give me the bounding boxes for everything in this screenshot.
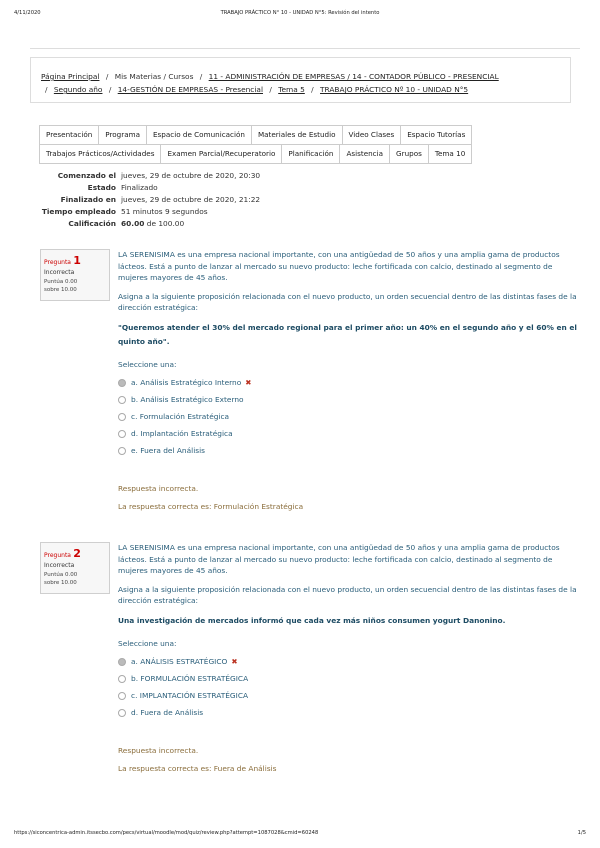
- breadcrumb-topic-link[interactable]: Tema 5: [278, 85, 305, 94]
- radio-icon[interactable]: [118, 692, 126, 700]
- answer-option[interactable]: a. Análisis Estratégico Interno ✖: [118, 374, 580, 391]
- radio-icon[interactable]: [118, 379, 126, 387]
- tab-programa[interactable]: Programa: [98, 125, 147, 145]
- tab-materiales[interactable]: Materiales de Estudio: [251, 125, 343, 145]
- question-mark: Puntúa 0.00 sobre 10.00: [44, 572, 78, 586]
- print-title: TRABAJO PRÁCTICO N° 10 - UNIDAD N°5: Revisión del intento: [220, 10, 380, 16]
- state-value: Finalizado: [121, 183, 158, 192]
- feedback-result: Respuesta incorrecta.: [118, 484, 199, 493]
- answer-option[interactable]: c. Formulación Estratégica: [118, 408, 580, 425]
- finished-value: jueves, 29 de octubre de 2020, 21:22: [121, 195, 261, 204]
- attempt-summary: [40, 170, 340, 230]
- answer-option[interactable]: d. Fuera de Análisis: [118, 704, 580, 721]
- radio-icon[interactable]: [118, 396, 126, 404]
- answer-option[interactable]: c. IMPLANTACIÓN ESTRATÉGICA: [118, 687, 580, 704]
- feedback-correct-answer: La respuesta correcta es: Formulación Estratégica: [118, 501, 304, 511]
- print-date: 4/11/2020: [14, 10, 41, 16]
- grade-value: 60.00: [121, 219, 145, 228]
- tab-asistencia[interactable]: Asistencia: [339, 144, 390, 164]
- question-number: 2: [73, 547, 81, 560]
- tab-row: [40, 145, 512, 164]
- radio-icon[interactable]: [118, 447, 126, 455]
- question-state: Incorrecta: [44, 562, 75, 569]
- tab-tutorias[interactable]: Espacio Tutorías: [400, 125, 472, 145]
- course-tabs: [40, 126, 512, 164]
- cross-icon: ✖: [245, 377, 252, 387]
- tab-trabajos-practicos[interactable]: Trabajos Prácticos/Actividades: [39, 144, 161, 164]
- question-statement: Una investigación de mercados informó que cada vez más niños consumen yogurt Danonino.: [118, 615, 506, 625]
- breadcrumb: [30, 57, 571, 103]
- question-instruction: Asigna a la siguiente proposición relacionada con el nuevo producto, un orden secuencial dentro de las distintas fases de la dirección estratégica:: [118, 291, 577, 312]
- state-label: Estado: [87, 183, 116, 192]
- breadcrumb-activity-link[interactable]: TRABAJO PRÁCTICO Nº 10 - UNIDAD N°5: [320, 85, 469, 94]
- started-value: jueves, 29 de octubre de 2020, 20:30: [121, 171, 261, 180]
- tab-tema-10[interactable]: Tema 10: [428, 144, 472, 164]
- breadcrumb-separator: /: [199, 72, 203, 81]
- breadcrumb-course-link[interactable]: 11 - ADMINISTRACIÓN DE EMPRESAS / 14 - CONTADOR PÚBLICO - PRESENCIAL: [208, 72, 499, 81]
- question-label: Pregunta: [44, 259, 71, 266]
- grade-total: de 100.00: [146, 219, 185, 228]
- radio-icon[interactable]: [118, 675, 126, 683]
- question-number: 1: [73, 254, 81, 267]
- question-state: Incorrecta: [44, 269, 75, 276]
- time-value: 51 minutos 9 segundos: [121, 207, 208, 216]
- tab-examen[interactable]: Examen Parcial/Recuperatorio: [160, 144, 282, 164]
- question-instruction: Asigna a la siguiente proposición relacionada con el nuevo producto, un orden secuencial dentro de las distintas fases de la dirección estratégica:: [118, 584, 577, 605]
- answer-option[interactable]: b. FORMULACIÓN ESTRATÉGICA: [118, 670, 580, 687]
- question-body: [118, 249, 580, 512]
- answer-option[interactable]: e. Fuera del Análisis: [118, 442, 580, 459]
- question-mark: Puntúa 0.00 sobre 10.00: [44, 279, 78, 293]
- cross-icon: ✖: [231, 656, 238, 666]
- tab-grupos[interactable]: Grupos: [389, 144, 429, 164]
- question-text: LA SERENISIMA es una empresa nacional importante, con una antigüedad de 50 años y una amplia gama de productos lácteos. Está a punto de lanzar al mercado su nuevo producto: leche fortificada con calcio, destinado al segmento de mujeres mayores de 45 años.: [118, 543, 560, 575]
- question-body: [118, 542, 580, 774]
- question-info: [40, 249, 110, 301]
- grade-label: Calificación: [68, 219, 116, 228]
- tab-planificacion[interactable]: Planificación: [281, 144, 340, 164]
- breadcrumb-home-link[interactable]: Página Principal: [41, 72, 100, 81]
- tab-presentacion[interactable]: Presentación: [39, 125, 99, 145]
- breadcrumb-separator: /: [311, 85, 314, 94]
- started-label: Comenzado el: [57, 171, 116, 180]
- answer-option[interactable]: d. Implantación Estratégica: [118, 425, 580, 442]
- breadcrumb-subject-link[interactable]: 14-GESTIÓN DE EMPRESAS - Presencial: [117, 85, 263, 94]
- print-page-number: 1/5: [577, 830, 586, 836]
- breadcrumb-separator: /: [108, 85, 112, 94]
- breadcrumb-courses: Mis Materias / Cursos: [114, 72, 194, 81]
- tab-video-clases[interactable]: Video Clases: [342, 125, 402, 145]
- breadcrumb-separator: /: [105, 72, 109, 81]
- breadcrumb-separator: /: [45, 85, 48, 94]
- radio-icon[interactable]: [118, 430, 126, 438]
- select-prompt: Seleccione una:: [118, 359, 177, 369]
- breadcrumb-separator: /: [269, 85, 272, 94]
- tab-row: [40, 126, 512, 145]
- radio-icon[interactable]: [118, 658, 126, 666]
- tab-comunicacion[interactable]: Espacio de Comunicación: [146, 125, 252, 145]
- divider: [30, 48, 580, 49]
- question-statement: "Queremos atender el 30% del mercado regional para el primer año: un 40% en el segundo año y el 60% en el quinto año".: [118, 322, 577, 346]
- select-prompt: Seleccione una:: [118, 638, 177, 648]
- answer-option[interactable]: b. Análisis Estratégico Externo: [118, 391, 580, 408]
- question-label: Pregunta: [44, 552, 71, 559]
- breadcrumb-year-link[interactable]: Segundo año: [53, 85, 103, 94]
- finished-label: Finalizado en: [60, 195, 116, 204]
- print-url: https://siconcentrica-admin.itssecbo.com/pecs/virtual/moodle/mod/quiz/review.php?attempt=1087028&cmid=60248: [14, 830, 319, 836]
- question-text: LA SERENISIMA es una empresa nacional importante, con una antigüedad de 50 años y una amplia gama de productos lácteos. Está a punto de lanzar al mercado su nuevo producto: leche fortificada con calcio, destinado al segmento de mujeres mayores de 45 años.: [118, 250, 560, 282]
- answer-option[interactable]: a. ANÁLISIS ESTRATÉGICO ✖: [118, 653, 580, 670]
- feedback-result: Respuesta incorrecta.: [118, 746, 199, 755]
- radio-icon[interactable]: [118, 413, 126, 421]
- radio-icon[interactable]: [118, 709, 126, 717]
- time-label: Tiempo empleado: [41, 207, 116, 216]
- question-info: [40, 542, 110, 594]
- feedback-correct-answer: La respuesta correcta es: Fuera de Análisis: [118, 763, 277, 773]
